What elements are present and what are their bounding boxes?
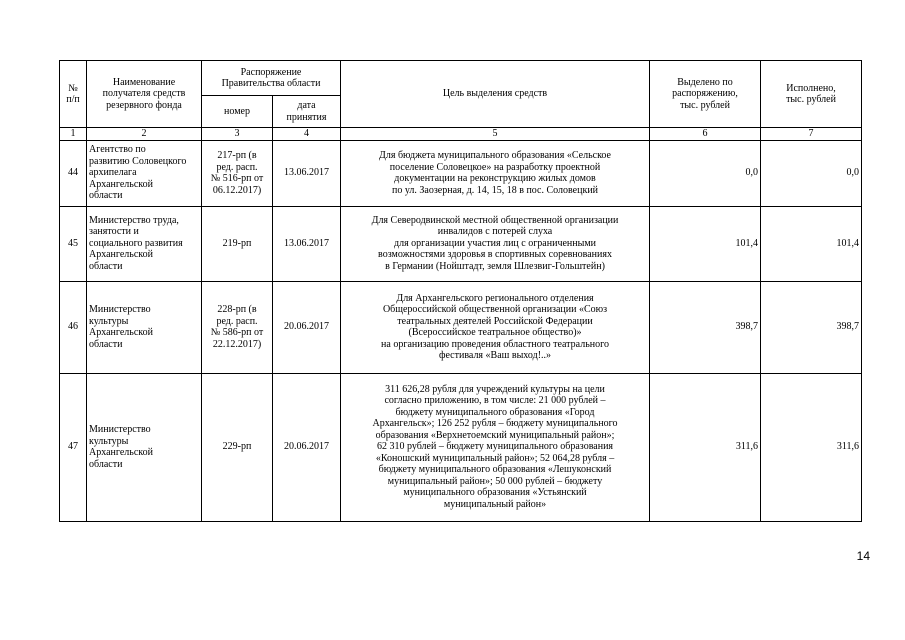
row-order-number: 228-рп (в ред. расп. № 586-рп от 22.12.2017) (202, 281, 273, 373)
row-date: 13.06.2017 (273, 206, 341, 281)
header-order-group: Распоряжение Правительства области (202, 61, 341, 96)
row-purpose: Для Северодвинской местной общественной организации инвалидов с потерей слуха для организации участия лиц с ограниченными возможностями здоровья в спортивных соревнованиях в Германии (Нойштадт, земля Шлезвиг-Гольштейн) (341, 206, 650, 281)
column-number: 6 (650, 128, 761, 141)
row-purpose: Для Архангельского регионального отделения Общероссийской общественной организации «Союз театральных деятелей Российской Федерации (Всероссийское театральное общество)» на организацию проведения областного театрального фестиваля «Ваш выход!..» (341, 281, 650, 373)
row-executed: 398,7 (761, 281, 862, 373)
row-num: 44 (60, 140, 87, 206)
row-executed: 0,0 (761, 140, 862, 206)
header-order-date: дата принятия (273, 96, 341, 128)
row-allocated: 398,7 (650, 281, 761, 373)
row-date: 20.06.2017 (273, 373, 341, 521)
header-purpose: Цель выделения средств (341, 61, 650, 128)
header-allocated: Выделено по распоряжению, тыс. рублей (650, 61, 761, 128)
reserve-fund-table (59, 60, 862, 522)
header-executed: Исполнено, тыс. рублей (761, 61, 862, 128)
row-recipient: Министерство труда, занятости и социального развития Архангельской области (87, 206, 202, 281)
row-executed: 311,6 (761, 373, 862, 521)
page-number: 14 (856, 549, 870, 563)
column-number: 4 (273, 128, 341, 141)
table-row (60, 281, 862, 373)
column-number: 1 (60, 128, 87, 141)
row-order-number: 219-рп (202, 206, 273, 281)
row-purpose: 311 626,28 рубля для учреждений культуры на цели согласно приложению, в том числе: 21 000 рублей – бюджету муниципального образования «Город Архангельск»; 126 252 рубля – бюджету муниципального образования «Верхнетоемский муниципальный район»; 62 310 рублей – бюджету муниципального образования «Коношский муниципальный район»; 52 064,28 рубля – бюджету муниципального образования «Лешуконский муниципальный район»; 50 000 рублей – бюджету муниципального образования «Устьянский муниципальный район» (341, 373, 650, 521)
table-row (60, 140, 862, 206)
row-purpose: Для бюджета муниципального образования «Сельское поселение Соловецкое» на разработку проектной документации на реконструкцию жилых домов по ул. Заозерная, д. 14, 15, 18 в пос. Соловецкий (341, 140, 650, 206)
column-number: 7 (761, 128, 862, 141)
row-recipient: Министерство культуры Архангельской области (87, 373, 202, 521)
row-executed: 101,4 (761, 206, 862, 281)
header-num: № п/п (60, 61, 87, 128)
row-allocated: 101,4 (650, 206, 761, 281)
row-order-number: 217-рп (в ред. расп. № 516-рп от 06.12.2017) (202, 140, 273, 206)
row-date: 20.06.2017 (273, 281, 341, 373)
row-num: 46 (60, 281, 87, 373)
header-order-number: номер (202, 96, 273, 128)
table-row (60, 373, 862, 521)
row-order-number: 229-рп (202, 373, 273, 521)
column-number: 5 (341, 128, 650, 141)
row-recipient: Министерство культуры Архангельской области (87, 281, 202, 373)
row-allocated: 311,6 (650, 373, 761, 521)
row-num: 45 (60, 206, 87, 281)
row-allocated: 0,0 (650, 140, 761, 206)
header-recipient: Наименование получателя средств резервного фонда (87, 61, 202, 128)
table-row (60, 206, 862, 281)
column-number: 2 (87, 128, 202, 141)
row-recipient: Агентство по развитию Соловецкого архипелага Архангельской области (87, 140, 202, 206)
row-date: 13.06.2017 (273, 140, 341, 206)
row-num: 47 (60, 373, 87, 521)
column-number: 3 (202, 128, 273, 141)
